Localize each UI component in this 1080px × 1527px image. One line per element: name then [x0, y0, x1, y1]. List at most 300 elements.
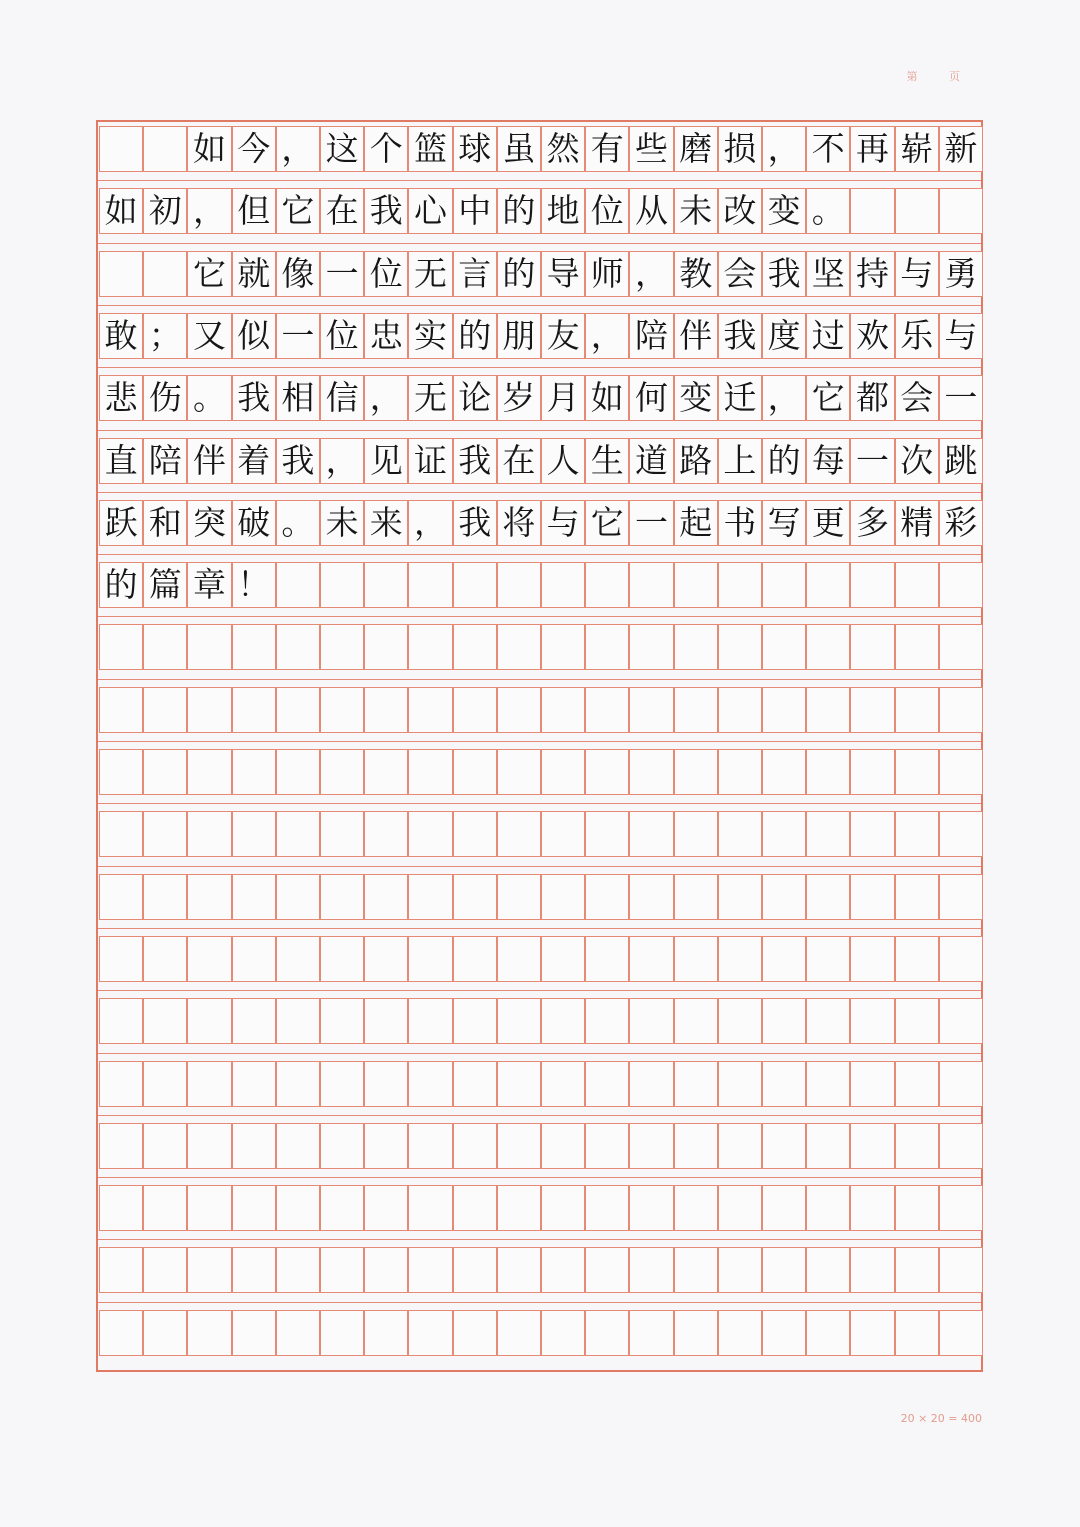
grid-cell [629, 874, 673, 920]
essay-character: 我 [458, 502, 492, 542]
grid-cell [320, 936, 364, 982]
grid-cell [497, 624, 541, 670]
grid-cell [806, 624, 850, 670]
grid-cell [806, 687, 850, 733]
grid-cell [762, 562, 806, 608]
essay-character: 月 [546, 378, 580, 418]
row-separator [98, 305, 981, 306]
grid-cell [762, 624, 806, 670]
grid-cell [895, 562, 939, 608]
essay-character: 从 [634, 191, 668, 231]
grid-cell [629, 1247, 673, 1293]
grid-cell [585, 1123, 629, 1169]
essay-character: 相 [281, 378, 315, 418]
essay-character: 再 [855, 129, 889, 168]
grid-cell [187, 998, 231, 1044]
essay-character: 信 [325, 378, 359, 418]
essay-character: 路 [679, 440, 713, 480]
grid-cell [939, 1310, 983, 1356]
grid-cell [674, 874, 718, 920]
essay-character: 起 [679, 502, 713, 542]
grid-cell [850, 811, 894, 857]
essay-character: 度 [767, 315, 801, 355]
grid-cell [939, 1247, 983, 1293]
essay-character: 虽 [502, 129, 536, 168]
grid-cell [99, 1247, 143, 1293]
grid-cell [674, 1123, 718, 1169]
essay-character: 跳 [944, 440, 978, 480]
essay-character: 彩 [944, 502, 978, 542]
essay-character: ， [413, 502, 447, 542]
grid-cell [408, 811, 452, 857]
essay-character: 来 [369, 502, 403, 542]
grid-cell [320, 811, 364, 857]
grid-cell [718, 1061, 762, 1107]
grid-cell [143, 749, 187, 795]
grid-cell [143, 998, 187, 1044]
row-separator [98, 1053, 981, 1054]
essay-character: 多 [855, 502, 889, 542]
grid-cell [718, 1185, 762, 1231]
grid-cell [187, 811, 231, 857]
grid-cell [276, 749, 320, 795]
grid-cell [895, 1247, 939, 1293]
grid-cell [541, 874, 585, 920]
grid-cell [674, 998, 718, 1044]
row-separator [98, 928, 981, 929]
grid-cell [320, 1061, 364, 1107]
essay-character: 个 [369, 129, 403, 168]
essay-character: 如 [192, 129, 226, 168]
grid-cell [895, 1123, 939, 1169]
grid-cell [541, 1310, 585, 1356]
grid-cell [99, 687, 143, 733]
grid-cell [364, 624, 408, 670]
essay-character: ， [767, 129, 801, 168]
grid-cell [806, 811, 850, 857]
grid-cell [497, 811, 541, 857]
grid-cell [806, 1061, 850, 1107]
grid-cell [364, 1185, 408, 1231]
grid-cell [718, 874, 762, 920]
grid-cell [850, 1185, 894, 1231]
grid-cell [762, 1061, 806, 1107]
essay-character: 导 [546, 253, 580, 293]
grid-cell [895, 1310, 939, 1356]
essay-character: 教 [679, 253, 713, 293]
grid-cell [850, 1310, 894, 1356]
grid-cell [585, 1310, 629, 1356]
grid-cell [232, 1061, 276, 1107]
grid-cell [629, 998, 673, 1044]
grid-cell [187, 624, 231, 670]
essay-character: 章 [192, 565, 226, 605]
grid-cell [806, 1247, 850, 1293]
essay-character: 我 [281, 440, 315, 480]
essay-character: 损 [723, 129, 757, 168]
essay-character: ， [634, 253, 668, 293]
grid-cell [408, 1061, 452, 1107]
essay-character: 似 [237, 315, 271, 355]
grid-cell [453, 1310, 497, 1356]
grid-cell [850, 1061, 894, 1107]
grid-cell [629, 1123, 673, 1169]
grid-cell [320, 1310, 364, 1356]
grid-cell [143, 1123, 187, 1169]
essay-character: 岁 [502, 378, 536, 418]
grid-cell [320, 1185, 364, 1231]
grid-cell [629, 1061, 673, 1107]
grid-cell [585, 687, 629, 733]
grid-cell [453, 562, 497, 608]
essay-character: 人 [546, 440, 580, 480]
grid-cell [718, 936, 762, 982]
row-separator [98, 1239, 981, 1240]
grid-cell [718, 1123, 762, 1169]
essay-character: 变 [767, 191, 801, 231]
grid-cell [850, 936, 894, 982]
grid-cell [762, 749, 806, 795]
essay-character: 会 [900, 378, 934, 418]
essay-character: ！ [237, 565, 271, 605]
grid-cell [939, 1123, 983, 1169]
grid-cell [718, 562, 762, 608]
grid-cell [585, 562, 629, 608]
grid-cell [232, 687, 276, 733]
essay-character: ， [369, 378, 403, 418]
grid-cell [497, 749, 541, 795]
grid-cell [143, 687, 187, 733]
grid-cell [276, 1123, 320, 1169]
row-separator [98, 180, 981, 181]
grid-cell [408, 936, 452, 982]
grid-cell [850, 562, 894, 608]
grid-cell [895, 188, 939, 234]
essay-character: 。 [281, 502, 315, 542]
grid-cell [364, 687, 408, 733]
essay-character: 陪 [634, 315, 668, 355]
grid-cell [453, 811, 497, 857]
essay-character: 忠 [369, 315, 403, 355]
essay-character: 的 [502, 191, 536, 231]
grid-cell [143, 1061, 187, 1107]
essay-character: ， [767, 378, 801, 418]
grid-cell [674, 811, 718, 857]
grid-cell [850, 687, 894, 733]
grid-cell [629, 1310, 673, 1356]
grid-cell [806, 562, 850, 608]
essay-character: 在 [325, 191, 359, 231]
grid-cell [364, 874, 408, 920]
grid-cell [276, 998, 320, 1044]
grid-cell [629, 749, 673, 795]
essay-character: 破 [237, 502, 271, 542]
grid-cell [629, 687, 673, 733]
grid-cell [762, 998, 806, 1044]
grid-cell [850, 1123, 894, 1169]
essay-character: 伴 [679, 315, 713, 355]
grid-cell [718, 1247, 762, 1293]
essay-character: 我 [767, 253, 801, 293]
grid-cell [276, 874, 320, 920]
essay-character: 不 [811, 129, 845, 168]
grid-cell [939, 998, 983, 1044]
row-separator [98, 1177, 981, 1178]
essay-character: 中 [458, 191, 492, 231]
grid-cell [895, 936, 939, 982]
essay-character: 心 [413, 191, 447, 231]
essay-character: 突 [192, 502, 226, 542]
grid-cell [939, 874, 983, 920]
grid-cell [541, 811, 585, 857]
essay-character: 初 [148, 191, 182, 231]
grid-cell [497, 1061, 541, 1107]
essay-character: 位 [369, 253, 403, 293]
page-number-label: 第 页 [906, 70, 974, 83]
row-separator [98, 866, 981, 867]
grid-cell [143, 624, 187, 670]
essay-character: 但 [237, 191, 271, 231]
essay-character: 见 [369, 440, 403, 480]
grid-cell [320, 1247, 364, 1293]
grid-cell [99, 1123, 143, 1169]
essay-character: ， [281, 129, 315, 168]
essay-character: 陪 [148, 440, 182, 480]
grid-cell [629, 936, 673, 982]
grid-cell [718, 749, 762, 795]
grid-cell [320, 687, 364, 733]
essay-character: 持 [855, 253, 889, 293]
row-separator [98, 1115, 981, 1116]
essay-character: ， [192, 191, 226, 231]
grid-cell [232, 1247, 276, 1293]
grid-cell [143, 936, 187, 982]
grid-cell [895, 624, 939, 670]
essay-character: 和 [148, 502, 182, 542]
grid-cell [232, 874, 276, 920]
grid-cell [762, 1123, 806, 1169]
essay-character: 过 [811, 315, 845, 355]
grid-cell [629, 624, 673, 670]
essay-character: 一 [325, 253, 359, 293]
grid-cell [850, 1247, 894, 1293]
grid-cell [895, 811, 939, 857]
grid-cell [541, 998, 585, 1044]
essay-character: 篇 [148, 565, 182, 605]
row-separator [98, 243, 981, 244]
grid-cell [143, 1310, 187, 1356]
grid-cell [674, 1185, 718, 1231]
grid-cell [541, 1185, 585, 1231]
grid-cell [497, 998, 541, 1044]
essay-character: 变 [679, 378, 713, 418]
grid-cell [143, 874, 187, 920]
essay-character: 欢 [855, 315, 889, 355]
grid-cell [276, 1310, 320, 1356]
grid-cell [497, 936, 541, 982]
grid-cell [497, 687, 541, 733]
grid-cell [276, 811, 320, 857]
essay-character: 一 [634, 502, 668, 542]
grid-cell [718, 1310, 762, 1356]
essay-character: 。 [192, 378, 226, 418]
essay-character: 无 [413, 378, 447, 418]
grid-cell [585, 1185, 629, 1231]
grid-cell [497, 1185, 541, 1231]
grid-cell [806, 936, 850, 982]
essay-character: 的 [104, 565, 138, 605]
grid-cell [99, 1185, 143, 1231]
row-separator [98, 741, 981, 742]
grid-cell [453, 1123, 497, 1169]
essay-character: 朋 [502, 315, 536, 355]
essay-character: 它 [811, 378, 845, 418]
essay-character: 写 [767, 502, 801, 542]
essay-character: 我 [723, 315, 757, 355]
essay-character: 我 [458, 440, 492, 480]
grid-cell [806, 1185, 850, 1231]
grid-cell [497, 1310, 541, 1356]
essay-character: 未 [325, 502, 359, 542]
grid-cell [541, 936, 585, 982]
grid-cell [408, 1310, 452, 1356]
grid-cell [939, 1061, 983, 1107]
grid-cell [585, 1247, 629, 1293]
grid-cell [320, 874, 364, 920]
row-separator [98, 430, 981, 431]
grid-cell [320, 998, 364, 1044]
grid-cell [939, 562, 983, 608]
essay-character: 这 [325, 129, 359, 168]
grid-cell [850, 188, 894, 234]
grid-cell [453, 624, 497, 670]
essay-character: 伤 [148, 378, 182, 418]
essay-character: 。 [811, 191, 845, 231]
grid-cell [187, 687, 231, 733]
essay-character: 敢 [104, 315, 138, 355]
grid-cell [143, 1247, 187, 1293]
essay-character: 今 [237, 129, 271, 168]
essay-character: 上 [723, 440, 757, 480]
essay-character [99, 132, 143, 165]
essay-character: ， [325, 440, 359, 480]
grid-cell [232, 624, 276, 670]
grid-cell [541, 1123, 585, 1169]
grid-cell [408, 624, 452, 670]
essay-character: 伴 [192, 440, 226, 480]
essay-character: 地 [546, 191, 580, 231]
grid-cell [364, 811, 408, 857]
essay-character: 次 [900, 440, 934, 480]
essay-character: 更 [811, 502, 845, 542]
grid-cell [762, 874, 806, 920]
grid-cell [895, 874, 939, 920]
grid-cell [453, 1061, 497, 1107]
grid-cell [850, 749, 894, 795]
grid-cell [453, 874, 497, 920]
essay-character: ； [148, 315, 182, 355]
essay-character: 证 [413, 440, 447, 480]
essay-character: 它 [590, 502, 624, 542]
grid-cell [276, 1247, 320, 1293]
grid-cell [453, 1185, 497, 1231]
essay-character: 书 [723, 502, 757, 542]
grid-cell [408, 998, 452, 1044]
essay-character: 如 [104, 191, 138, 231]
grid-cell [541, 749, 585, 795]
essay-character: 的 [458, 315, 492, 355]
grid-cell [99, 1061, 143, 1107]
grid-cell [585, 998, 629, 1044]
essay-character: 一 [281, 315, 315, 355]
grid-cell [762, 1310, 806, 1356]
grid-cell [187, 1185, 231, 1231]
grid-cell [541, 562, 585, 608]
essay-character: 我 [237, 378, 271, 418]
grid-cell [364, 1247, 408, 1293]
essay-character: 它 [192, 253, 226, 293]
grid-cell [276, 624, 320, 670]
grid-cell [939, 188, 983, 234]
grid-cell [674, 562, 718, 608]
grid-cell [939, 936, 983, 982]
grid-cell [408, 1123, 452, 1169]
essay-character: 一 [855, 440, 889, 480]
grid-cell [674, 1061, 718, 1107]
essay-character: 它 [281, 191, 315, 231]
grid-cell [895, 1185, 939, 1231]
essay-character: 在 [502, 440, 536, 480]
grid-cell [629, 811, 673, 857]
grid-cell [718, 687, 762, 733]
grid-cell [497, 1123, 541, 1169]
essay-character: 将 [502, 502, 536, 542]
grid-cell [497, 1247, 541, 1293]
grid-cell [850, 624, 894, 670]
grid-cell [497, 874, 541, 920]
grid-cell [806, 998, 850, 1044]
essay-character: 跃 [104, 502, 138, 542]
essay-character: 迁 [723, 378, 757, 418]
grid-cell [895, 1061, 939, 1107]
essay-character: 生 [590, 440, 624, 480]
grid-cell [453, 749, 497, 795]
grid-cell [585, 936, 629, 982]
essay-character: 磨 [679, 129, 713, 168]
essay-character: 的 [767, 440, 801, 480]
essay-character: 悲 [104, 378, 138, 418]
grid-cell [232, 749, 276, 795]
grid-cell [408, 749, 452, 795]
grid-cell [541, 687, 585, 733]
grid-cell [232, 998, 276, 1044]
grid-cell [718, 624, 762, 670]
essay-character: 位 [325, 315, 359, 355]
grid-cell [364, 1123, 408, 1169]
essay-character [99, 257, 143, 290]
grid-cell [99, 624, 143, 670]
grid-cell [541, 1247, 585, 1293]
grid-cell [895, 687, 939, 733]
essay-character: 友 [546, 315, 580, 355]
essay-character: 无 [413, 253, 447, 293]
grid-cell [895, 749, 939, 795]
grid-cell [850, 998, 894, 1044]
grid-cell [939, 749, 983, 795]
grid-cell [674, 1247, 718, 1293]
grid-cell [806, 749, 850, 795]
row-separator [98, 492, 981, 493]
